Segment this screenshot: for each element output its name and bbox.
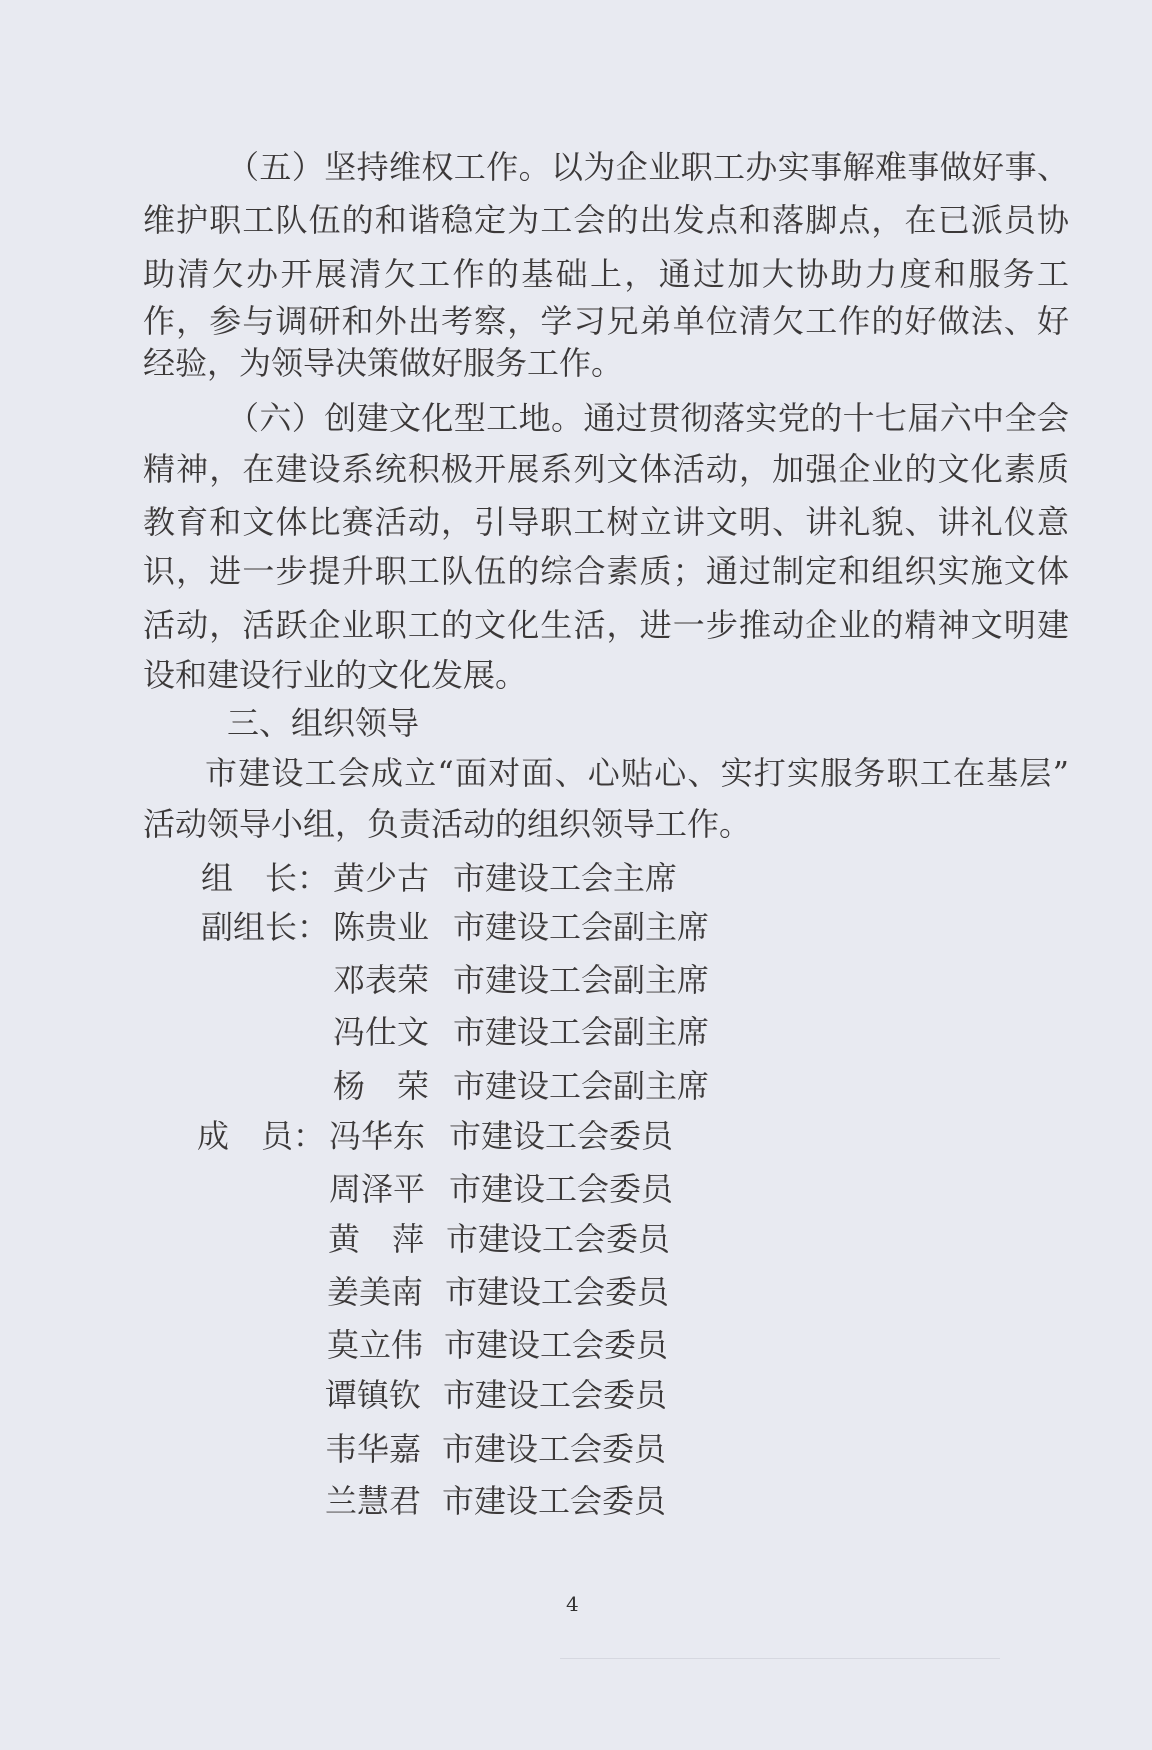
footer-divider bbox=[560, 1658, 1000, 1659]
roster-title: 市建设工会主席 bbox=[453, 859, 678, 897]
section6-line: 精神，在建设系统积极开展系列文体活动，加强企业的文化素质 bbox=[143, 450, 1069, 488]
roster-name: 黄少古 bbox=[333, 859, 430, 897]
roster-name: 姜美南 bbox=[327, 1273, 424, 1311]
section-heading: 三、组织领导 bbox=[227, 704, 420, 742]
roster-title: 市建设工会副主席 bbox=[453, 961, 710, 999]
section5-line: 经验，为领导决策做好服务工作。 bbox=[143, 344, 624, 382]
section5-line: 助清欠办开展清欠工作的基础上，通过加大协助力度和服务工 bbox=[143, 255, 1069, 293]
section5-line: （五）坚持维权工作。以为企业职工办实事解难事做好事、 bbox=[227, 148, 1069, 186]
roster-name: 陈贵业 bbox=[333, 908, 430, 946]
roster-title: 市建设工会副主席 bbox=[453, 908, 710, 946]
section6-line: 识，进一步提升职工队伍的综合素质；通过制定和组织实施文体 bbox=[143, 552, 1069, 590]
section6-line: 设和建设行业的文化发展。 bbox=[143, 656, 528, 694]
roster-name: 谭镇钦 bbox=[325, 1376, 422, 1414]
roster-name: 邓表荣 bbox=[333, 961, 430, 999]
roster-name: 杨 荣 bbox=[333, 1067, 430, 1105]
section6-line: （六）创建文化型工地。通过贯彻落实党的十七届六中全会 bbox=[227, 399, 1069, 437]
roster-title: 市建设工会委员 bbox=[442, 1482, 667, 1520]
section3-line: 活动领导小组，负责活动的组织领导工作。 bbox=[143, 805, 752, 843]
section3-line: 市建设工会成立“面对面、心贴心、实打实服务职工在基层” bbox=[205, 754, 1069, 792]
section5-line: 作，参与调研和外出考察，学习兄弟单位清欠工作的好做法、好 bbox=[143, 302, 1069, 340]
roster-name: 冯华东 bbox=[329, 1117, 426, 1155]
section5-line: 维护职工队伍的和谐稳定为工会的出发点和落脚点，在已派员协 bbox=[143, 201, 1069, 239]
roster-name: 兰慧君 bbox=[325, 1482, 422, 1520]
roster-title: 市建设工会委员 bbox=[449, 1117, 674, 1155]
roster-title: 市建设工会委员 bbox=[442, 1430, 667, 1468]
roster-role: 组 长： bbox=[201, 859, 330, 897]
roster-role: 成 员： bbox=[197, 1117, 326, 1155]
section6-line: 教育和文体比赛活动，引导职工树立讲文明、讲礼貌、讲礼仪意 bbox=[143, 503, 1069, 541]
roster-title: 市建设工会委员 bbox=[449, 1170, 674, 1208]
roster-role: 副组长： bbox=[201, 908, 330, 946]
roster-title: 市建设工会委员 bbox=[443, 1376, 668, 1414]
section6-line: 活动，活跃企业职工的文化生活，进一步推动企业的精神文明建 bbox=[143, 606, 1069, 644]
roster-title: 市建设工会副主席 bbox=[453, 1013, 710, 1051]
roster-name: 冯仕文 bbox=[333, 1013, 430, 1051]
roster-title: 市建设工会委员 bbox=[445, 1273, 670, 1311]
page-number: 4 bbox=[566, 1592, 579, 1616]
roster-name: 韦华嘉 bbox=[325, 1430, 422, 1468]
roster-name: 莫立伟 bbox=[327, 1326, 424, 1364]
roster-title: 市建设工会委员 bbox=[444, 1326, 669, 1364]
roster-title: 市建设工会副主席 bbox=[453, 1067, 710, 1105]
roster-title: 市建设工会委员 bbox=[446, 1220, 671, 1258]
roster-name: 黄 萍 bbox=[328, 1220, 425, 1258]
roster-name: 周泽平 bbox=[329, 1170, 426, 1208]
